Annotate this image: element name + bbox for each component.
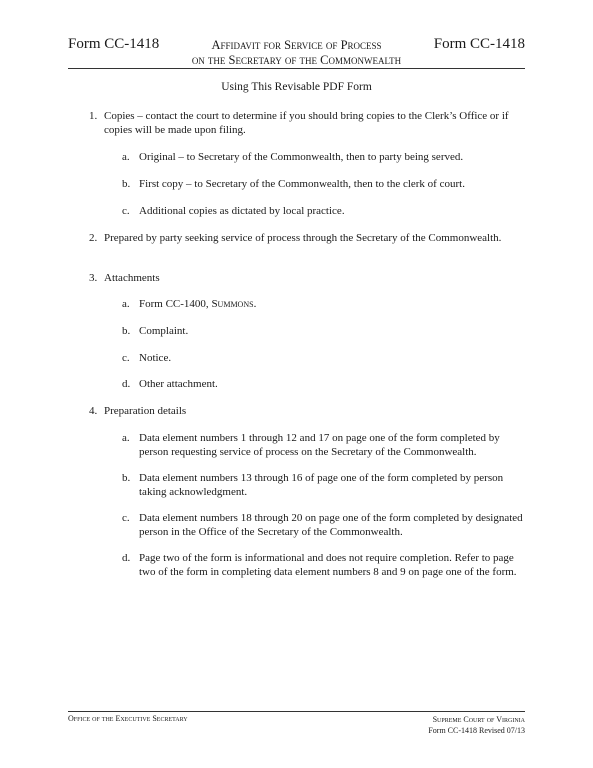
subitem-text-prefix: Form CC-1400,	[139, 298, 212, 310]
footer-court-info	[428, 714, 525, 736]
subitem-letter: c.	[122, 352, 130, 364]
subitem-text: Data element numbers 13 through 16 of page one of the form completed by person taking acknowledgment.	[139, 472, 504, 498]
item-text: Attachments	[104, 272, 160, 284]
footer-divider	[68, 711, 525, 712]
subitem-letter: c.	[122, 512, 130, 524]
title-line-1: Affidavit for Service of Process	[211, 38, 382, 52]
footer-form-revision: Form CC-1418 Revised 07/13	[428, 726, 525, 735]
item-text: Prepared by party seeking service of process through the Secretary of the Commonwealth.	[104, 232, 502, 244]
subitem-letter: d.	[122, 552, 131, 564]
subitem-text: Notice.	[139, 352, 172, 364]
subitem-letter: c.	[122, 205, 130, 217]
item-number: 3.	[89, 272, 98, 284]
subitem-text	[139, 298, 529, 312]
item-number: 4.	[89, 405, 98, 417]
item-text: Preparation details	[104, 405, 187, 417]
subitem-letter: a.	[122, 151, 130, 163]
item-number: 2.	[89, 232, 98, 244]
summons-label: Summons	[211, 298, 254, 310]
subitem-letter: b.	[122, 472, 131, 484]
subitem-text: Additional copies as dictated by local practice.	[139, 205, 345, 217]
title-line-2: on the Secretary of the Commonwealth	[191, 52, 402, 67]
subitem-letter: b.	[122, 325, 131, 337]
subitem-letter: a.	[122, 298, 130, 310]
subitem-text-suffix: .	[253, 298, 257, 310]
footer-office-name: Office of the Executive Secretary	[68, 714, 188, 723]
subitem-text: Page two of the form is informational and does not require completion. Refer to page two of the form in completing data element numbers 8 and 9 on page one of the form.	[139, 552, 517, 578]
footer-court-name: Supreme Court of Virginia	[432, 715, 525, 724]
subitem-letter: b.	[122, 178, 131, 190]
item-text: Copies – contact the court to determine if you should bring copies to the Clerk’s Office or if copies will be made upon filing.	[104, 110, 509, 136]
subitem-text: Other attachment.	[139, 378, 218, 390]
subitem-text: First copy – to Secretary of the Commonwealth, then to the clerk of court.	[139, 178, 465, 190]
subitem-letter: a.	[122, 432, 130, 444]
form-number-left: Form CC-1418	[68, 36, 160, 52]
subitem-text: Complaint.	[139, 325, 189, 337]
page-title	[140, 38, 453, 67]
header-divider	[68, 68, 525, 69]
item-number: 1.	[89, 110, 98, 122]
document-subtitle: Using This Revisable PDF Form	[221, 81, 372, 93]
form-number-right: Form CC-1418	[433, 36, 525, 52]
subitem-text: Data element numbers 18 through 20 on page one of the form completed by designated person in the Office of the Secretary of the Commonwealth.	[139, 512, 523, 538]
subitem-text: Original – to Secretary of the Commonwealth, then to party being served.	[139, 151, 464, 163]
subitem-letter: d.	[122, 378, 131, 390]
subitem-text: Data element numbers 1 through 12 and 17 on page one of the form completed by person requesting service of process on the Secretary of the Commonwealth.	[139, 432, 500, 458]
